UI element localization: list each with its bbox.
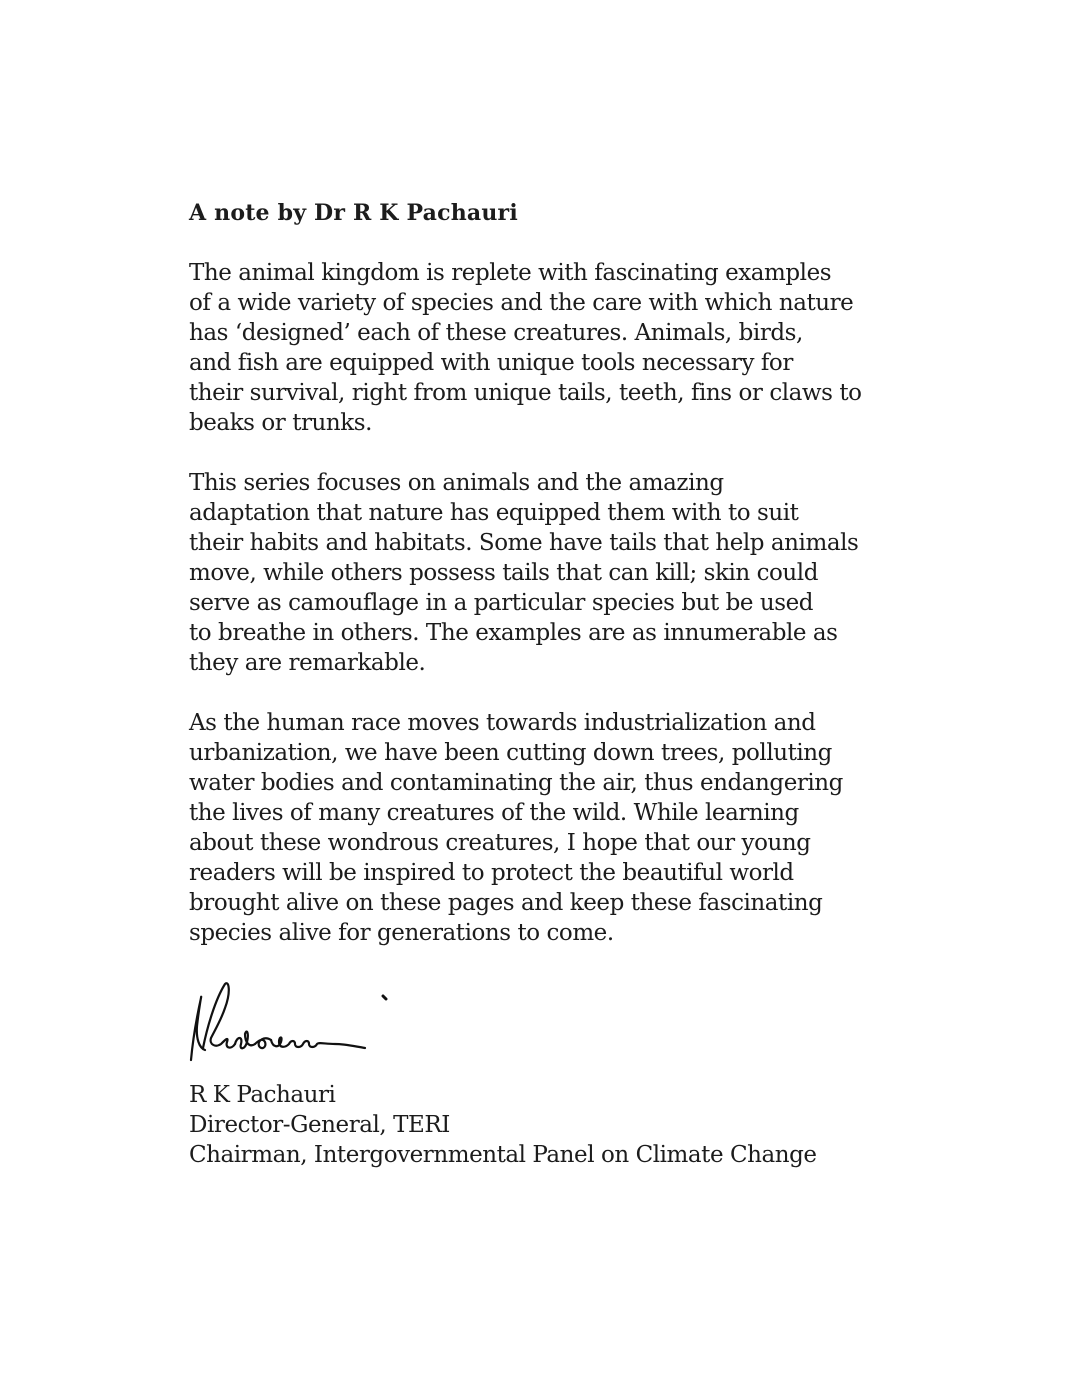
signatory-position-teri: Director-General, TERI: [189, 1112, 450, 1138]
page-title: A note by Dr R K Pachauri: [189, 200, 518, 226]
handwritten-signature: [185, 978, 415, 1078]
signatory-name: R K Pachauri: [189, 1082, 336, 1108]
signatory-position-ipcc: Chairman, Intergovernmental Panel on Climate Change: [189, 1142, 817, 1168]
signatory-block: [189, 1080, 929, 1170]
paragraph-3: As the human race moves towards industrialization and urbanization, we have been cutting down trees, polluting water bodies and contaminating the air, thus endangering the lives of many creatures of the wild. While learning about these wondrous creatures, I hope that our young readers will be inspired to protect the beautiful world brought alive on these pages and keep these fascinating species alive for generations to come.: [189, 710, 843, 946]
paragraph-2: This series focuses on animals and the amazing adaptation that nature has equipped them with to suit their habits and habitats. Some have tails that help animals move, while others possess tails that can kill; skin could serve as camouflage in a particular species but be used to breathe in others. The examples are as innumerable as they are remarkable.: [189, 470, 859, 676]
letter-page: [189, 198, 929, 1170]
paragraph-1: The animal kingdom is replete with fascinating examples of a wide variety of species and the care with which nature has ‘designed’ each of these creatures. Animals, birds, and fish are equipped with unique tools necessary for their survival, right from unique tails, teeth, fins or claws to beaks or trunks.: [189, 260, 862, 436]
